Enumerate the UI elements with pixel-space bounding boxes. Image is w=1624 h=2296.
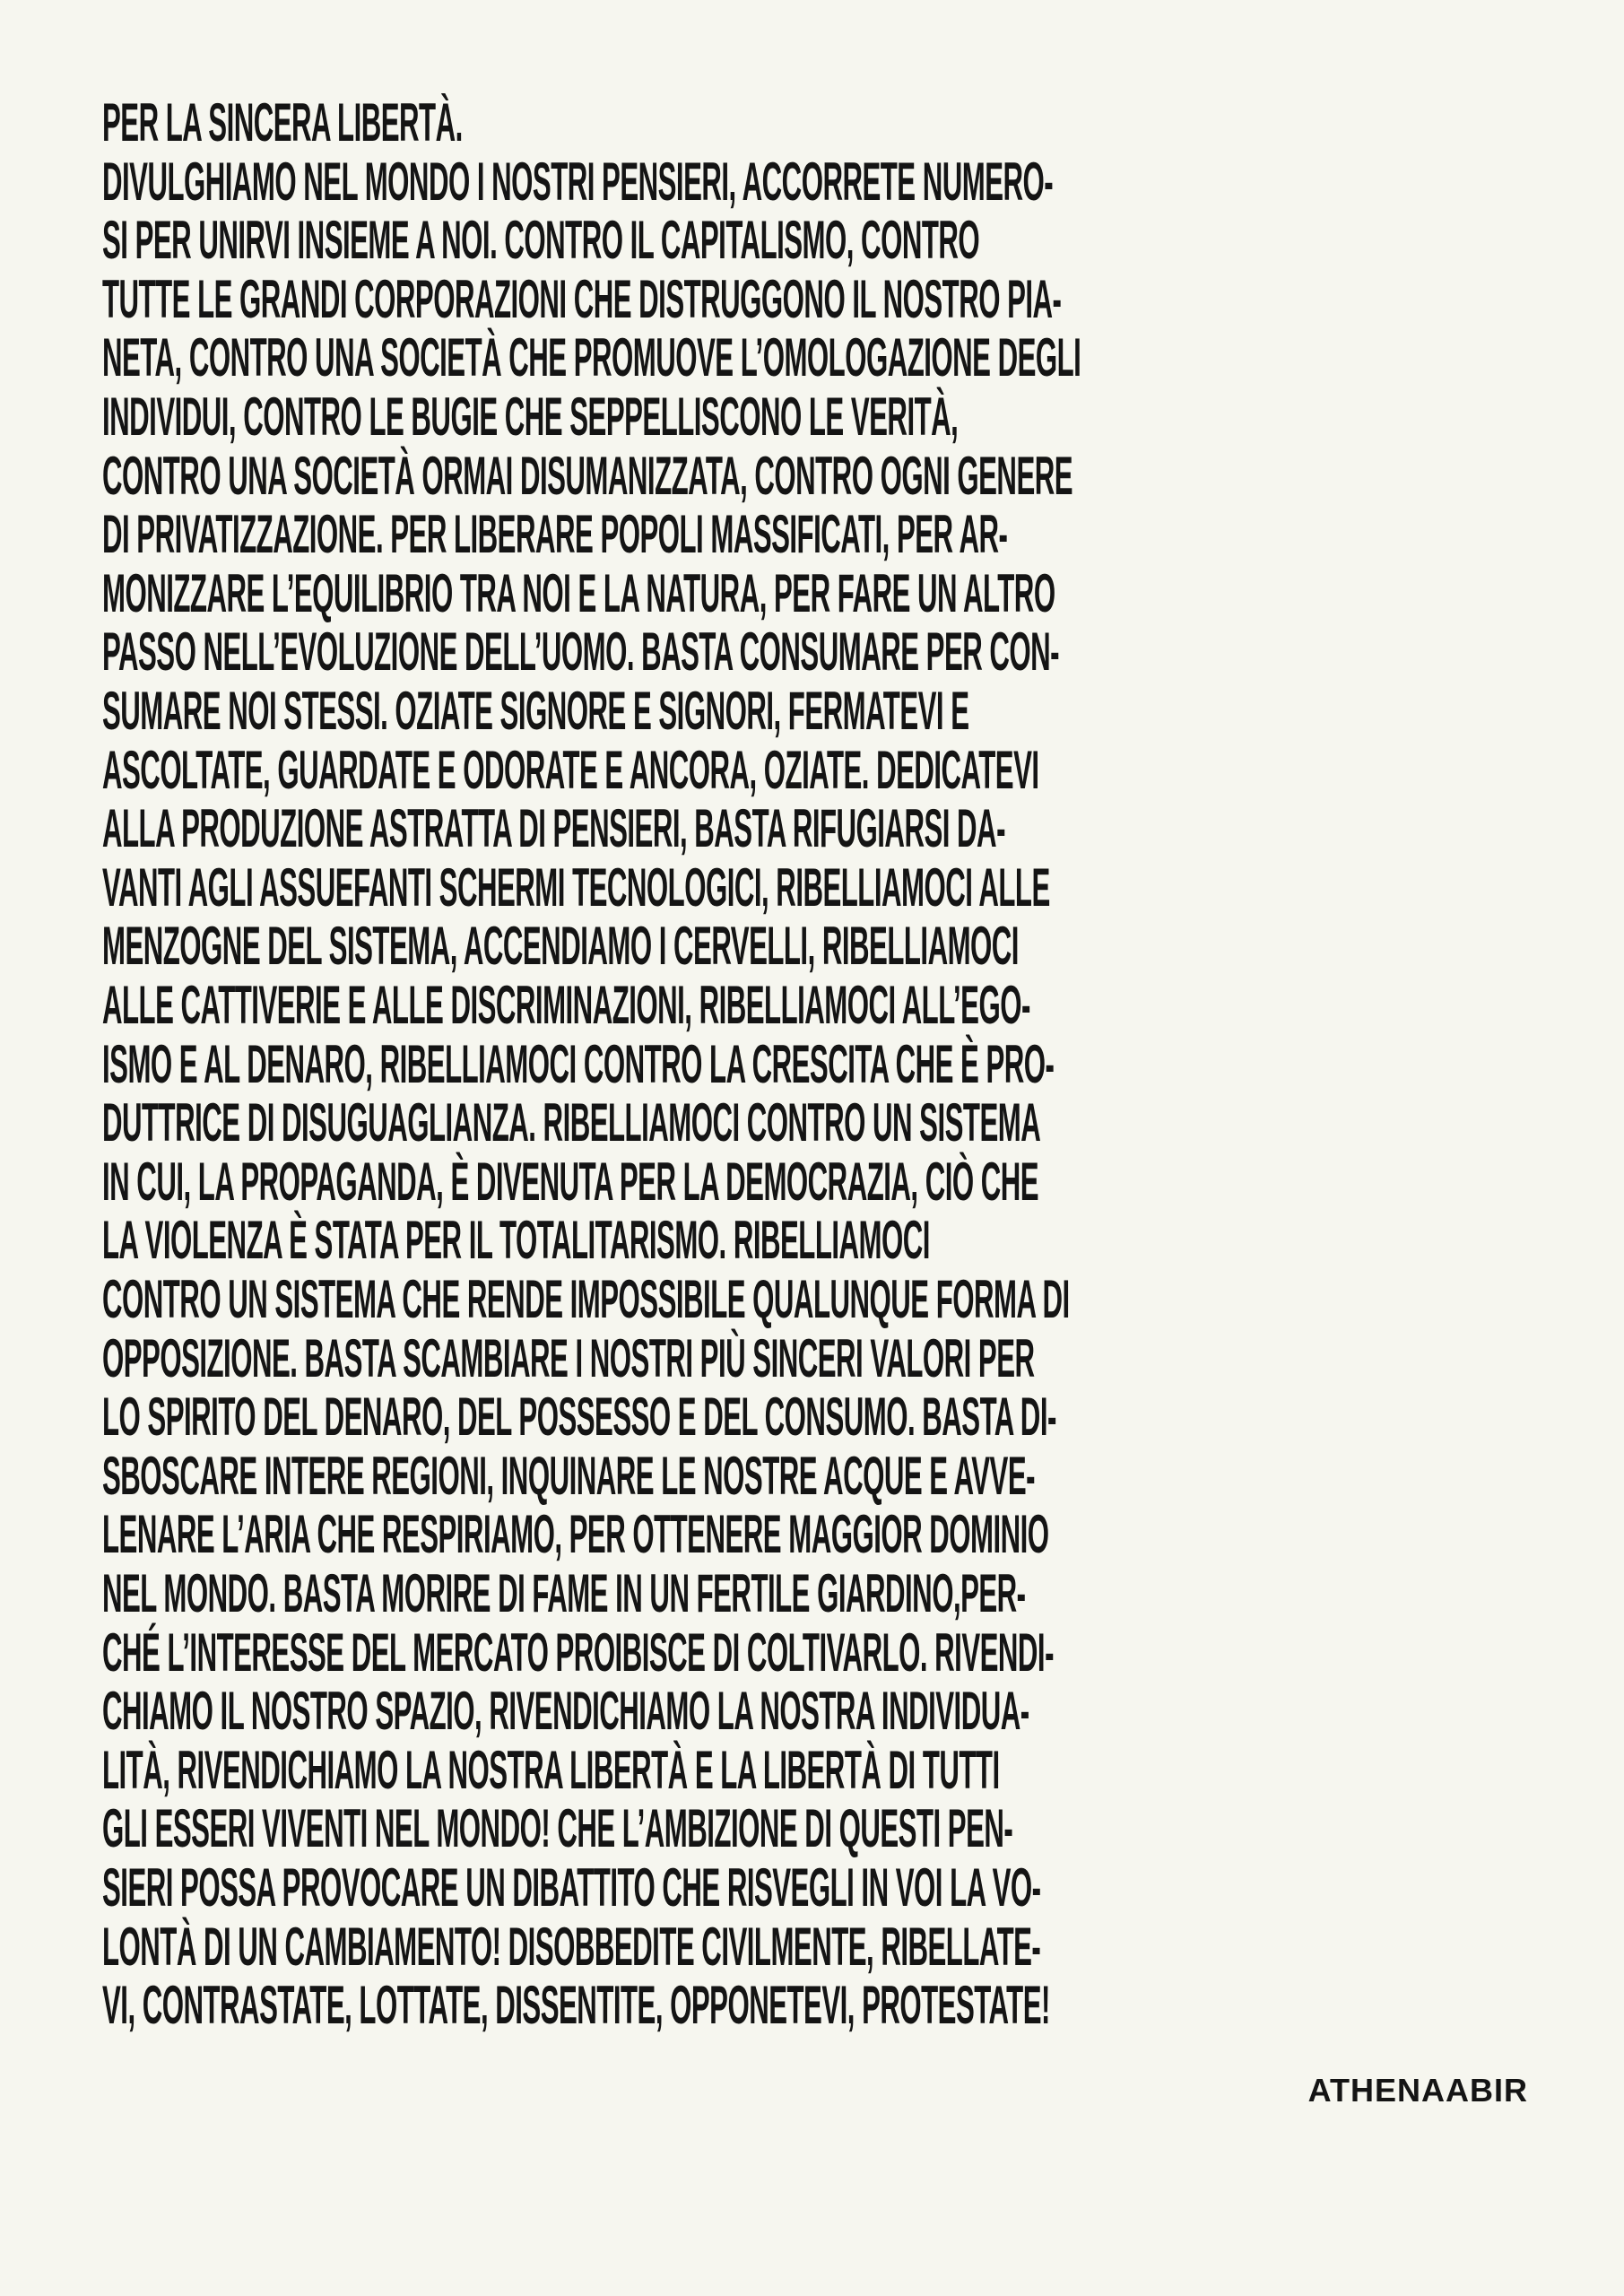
text-line: SI PER UNIRVI INSIEME A NOI. CONTRO IL CAPITALISMO, CONTRO (102, 210, 980, 271)
text-line: ISMO E AL DENARO, RIBELLIAMOCI CONTRO LA CRESCITA CHE È PRO- (102, 1033, 1055, 1094)
text-line: VI, CONTRASTATE, LOTTATE, DISSENTITE, OPPONETEVI, PROTESTATE! (102, 1975, 1050, 2036)
text-line: PASSO NELL’EVOLUZIONE DELL’UOMO. BASTA CONSUMARE PER CON- (102, 622, 1060, 683)
text-line: LO SPIRITO DEL DENARO, DEL POSSESSO E DEL CONSUMO. BASTA DI- (102, 1387, 1056, 1448)
text-line: SUMARE NOI STESSI. OZIATE SIGNORE E SIGNORI, FERMATEVI E (102, 681, 969, 741)
text-line: OPPOSIZIONE. BASTA SCAMBIARE I NOSTRI PIÙ SINCERI VALORI PER (102, 1327, 1035, 1388)
text-line: SBOSCARE INTERE REGIONI, INQUINARE LE NOSTRE ACQUE E AVVE- (102, 1445, 1035, 1506)
text-line: SIERI POSSA PROVOCARE UN DIBATTITO CHE RISVEGLI IN VOI LA VO- (102, 1857, 1041, 1918)
author-signature: ATHENAABIR (1307, 2072, 1528, 2109)
text-line: LA VIOLENZA È STATA PER IL TOTALITARISMO. RIBELLIAMOCI (102, 1210, 930, 1271)
text-line: MENZOGNE DEL SISTEMA, ACCENDIAMO I CERVELLI, RIBELLIAMOCI (102, 916, 1019, 977)
text-line: LITÀ, RIVENDICHIAMO LA NOSTRA LIBERTÀ E LA LIBERTÀ DI TUTTI (102, 1739, 1000, 1800)
text-line: CONTRO UNA SOCIETÀ ORMAI DISUMANIZZATA, CONTRO OGNI GENERE (102, 445, 1073, 506)
text-line: IN CUI, LA PROPAGANDA, È DIVENUTA PER LA DEMOCRAZIA, CIÒ CHE (102, 1151, 1039, 1212)
text-line: ALLE CATTIVERIE E ALLE DISCRIMINAZIONI, RIBELLIAMOCI ALL’EGO- (102, 975, 1030, 1035)
text-line: LONTÀ DI UN CAMBIAMENTO! DISOBBEDITE CIVILMENTE, RIBELLATE- (102, 1916, 1041, 1977)
text-line: CONTRO UN SISTEMA CHE RENDE IMPOSSIBILE QUALUNQUE FORMA DI (102, 1269, 1070, 1329)
text-line: PER LA SINCERA LIBERTÀ. (102, 93, 463, 152)
text-line: GLI ESSERI VIVENTI NEL MONDO! CHE L’AMBIZIONE DI QUESTI PEN- (102, 1798, 1013, 1859)
text-line: CHÉ L’INTERESSE DEL MERCATO PROIBISCE DI COLTIVARLO. RIVENDI- (102, 1622, 1054, 1683)
text-line: ALLA PRODUZIONE ASTRATTA DI PENSIERI, BASTA RIFUGIARSI DA- (102, 798, 1005, 859)
text-line: ASCOLTATE, GUARDATE E ODORATE E ANCORA, OZIATE. DEDICATEVI (102, 739, 1039, 800)
text-line: DUTTRICE DI DISUGUAGLIANZA. RIBELLIAMOCI CONTRO UN SISTEMA (102, 1092, 1041, 1153)
text-line: INDIVIDUI, CONTRO LE BUGIE CHE SEPPELLISCONO LE VERITÀ, (102, 387, 959, 447)
text-line: DIVULGHIAMO NEL MONDO I NOSTRI PENSIERI, ACCORRETE NUMERO- (102, 151, 1054, 212)
text-line: TUTTE LE GRANDI CORPORAZIONI CHE DISTRUGGONO IL NOSTRO PIA- (102, 268, 1062, 329)
manifesto-text (102, 93, 1528, 2111)
text-line: VANTI AGLI ASSUEFANTI SCHERMI TECNOLOGICI, RIBELLIAMOCI ALLE (102, 857, 1050, 918)
text-line: DI PRIVATIZZAZIONE. PER LIBERARE POPOLI MASSIFICATI, PER AR- (102, 504, 1008, 565)
text-line: LENARE L’ARIA CHE RESPIRIAMO, PER OTTENERE MAGGIOR DOMINIO (102, 1504, 1049, 1565)
text-line: CHIAMO IL NOSTRO SPAZIO, RIVENDICHIAMO LA NOSTRA INDIVIDUA- (102, 1681, 1029, 1742)
text-line: MONIZZARE L’EQUILIBRIO TRA NOI E LA NATURA, PER FARE UN ALTRO (102, 562, 1055, 623)
text-line: NETA, CONTRO UNA SOCIETÀ CHE PROMUOVE L’OMOLOGAZIONE DEGLI (102, 327, 1081, 388)
text-line: NEL MONDO. BASTA MORIRE DI FAME IN UN FERTILE GIARDINO,PER- (102, 1563, 1026, 1623)
